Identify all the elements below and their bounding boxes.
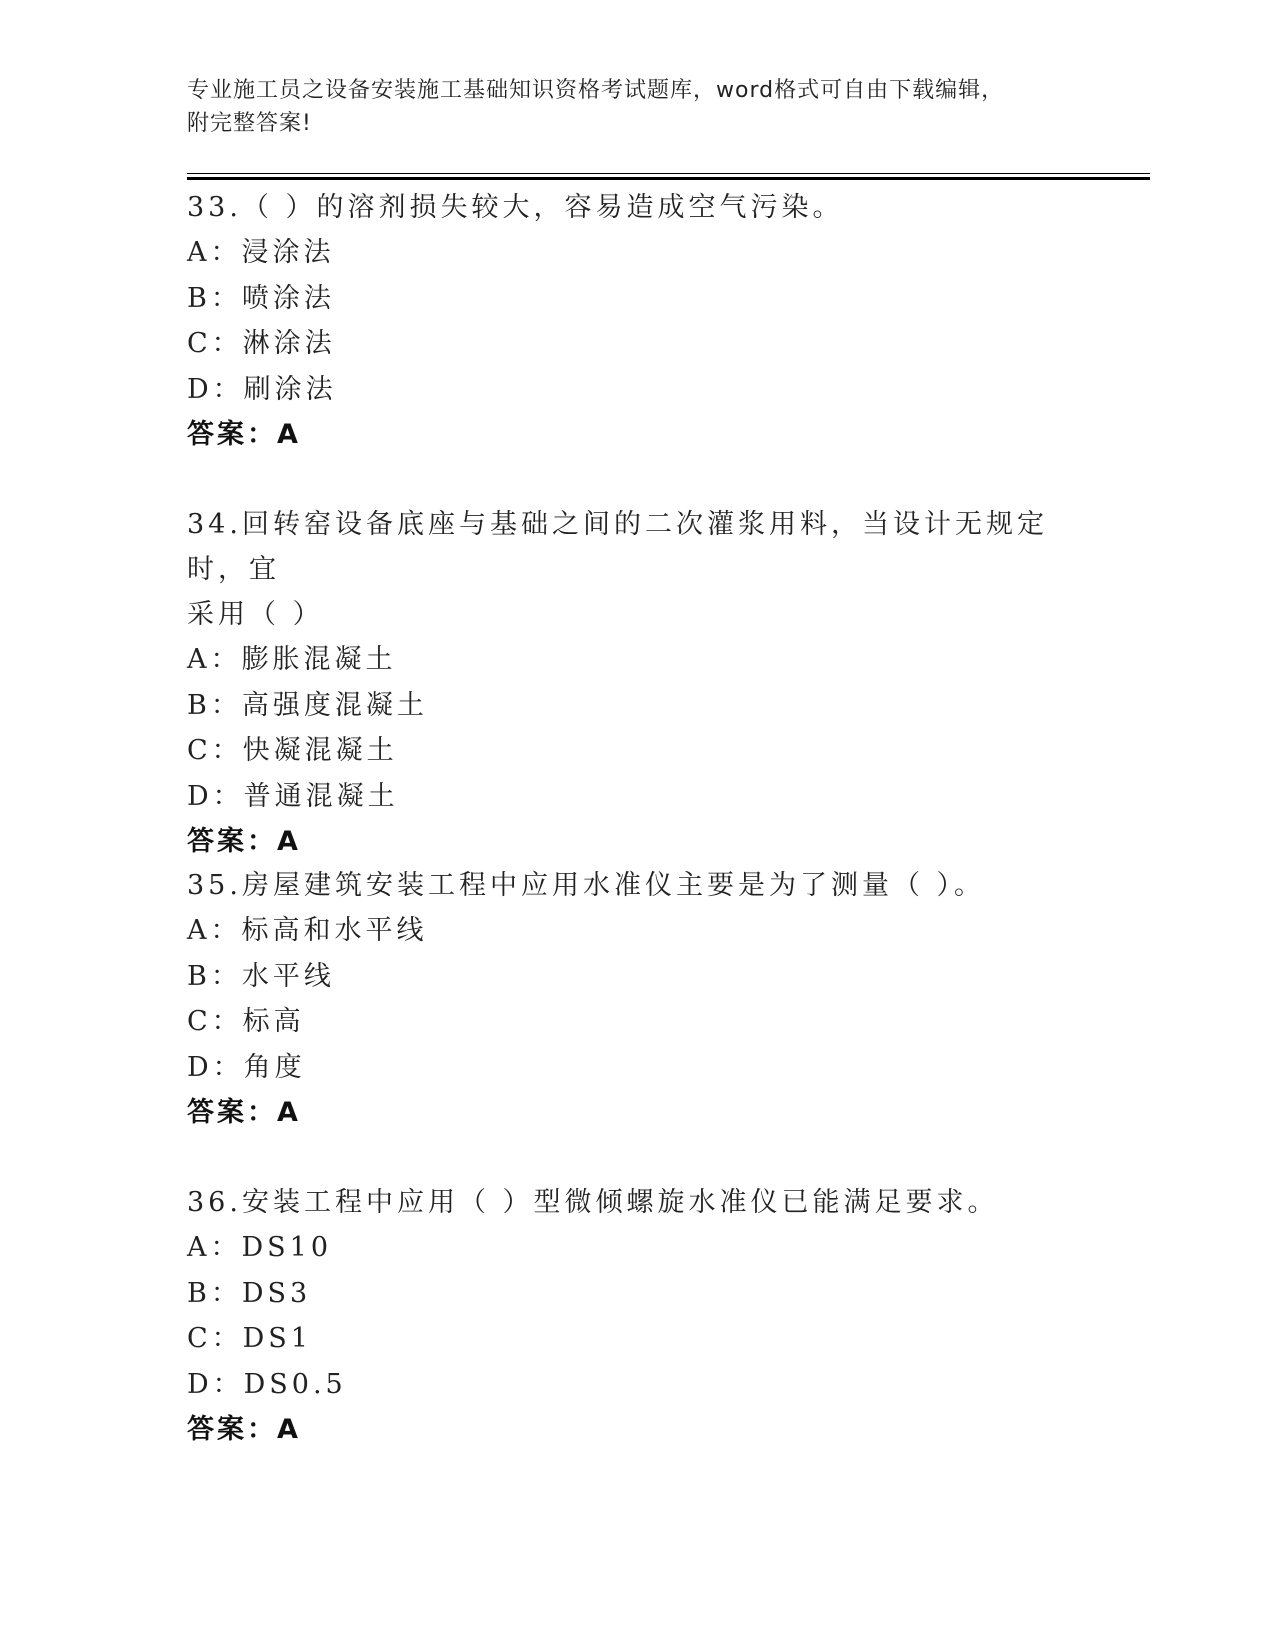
answer: 答案：A [187,419,301,450]
option-c: C：快凝混凝土 [187,735,398,766]
answer: 答案：A [187,1097,301,1128]
option-d: D：普通混凝土 [187,780,399,812]
question-36 [187,1180,1087,1453]
option-b: B：高强度混凝土 [187,689,428,721]
question-stem: 34.回转窑设备底座与基础之间的二次灌浆用料，当设计无规定时，宜 [187,509,1048,585]
document-header [187,74,1067,140]
option-a: A：浸涂法 [187,237,335,268]
question-stem-continued: 采用（ ） [187,599,324,630]
question-stem: 36.安装工程中应用（ ）型微倾螺旋水准仪已能满足要求。 [187,1187,999,1218]
option-a: A：DS10 [187,1232,332,1263]
question-35 [187,863,1087,1136]
option-c: C：淋涂法 [187,328,336,359]
question-stem: 33.（ ）的溶剂损失较大，容易造成空气污染。 [187,192,844,223]
header-line-1: 专业施工员之设备安装施工基础知识资格考试题库，word格式可自由下载编辑， [187,78,1005,103]
option-d: D：DS0.5 [187,1368,347,1400]
option-d: D：刷涂法 [187,373,337,405]
header-divider-thin [187,173,1150,174]
option-d: D：角度 [187,1051,306,1083]
answer: 答案：A [187,826,301,857]
question-34 [187,502,1087,865]
answer: 答案：A [187,1414,301,1445]
question-33 [187,185,1087,458]
option-b: B：喷涂法 [187,282,335,314]
option-b: B：水平线 [187,960,335,992]
option-c: C：标高 [187,1006,305,1037]
option-b: B：DS3 [187,1277,312,1309]
question-stem: 35.房屋建筑安装工程中应用水准仪主要是为了测量（ ）。 [187,870,986,901]
option-c: C：DS1 [187,1323,312,1354]
header-line-2: 附完整答案! [187,111,312,136]
header-divider-thick [187,177,1150,180]
option-a: A：膨胀混凝土 [187,644,397,675]
option-a: A：标高和水平线 [187,915,428,946]
